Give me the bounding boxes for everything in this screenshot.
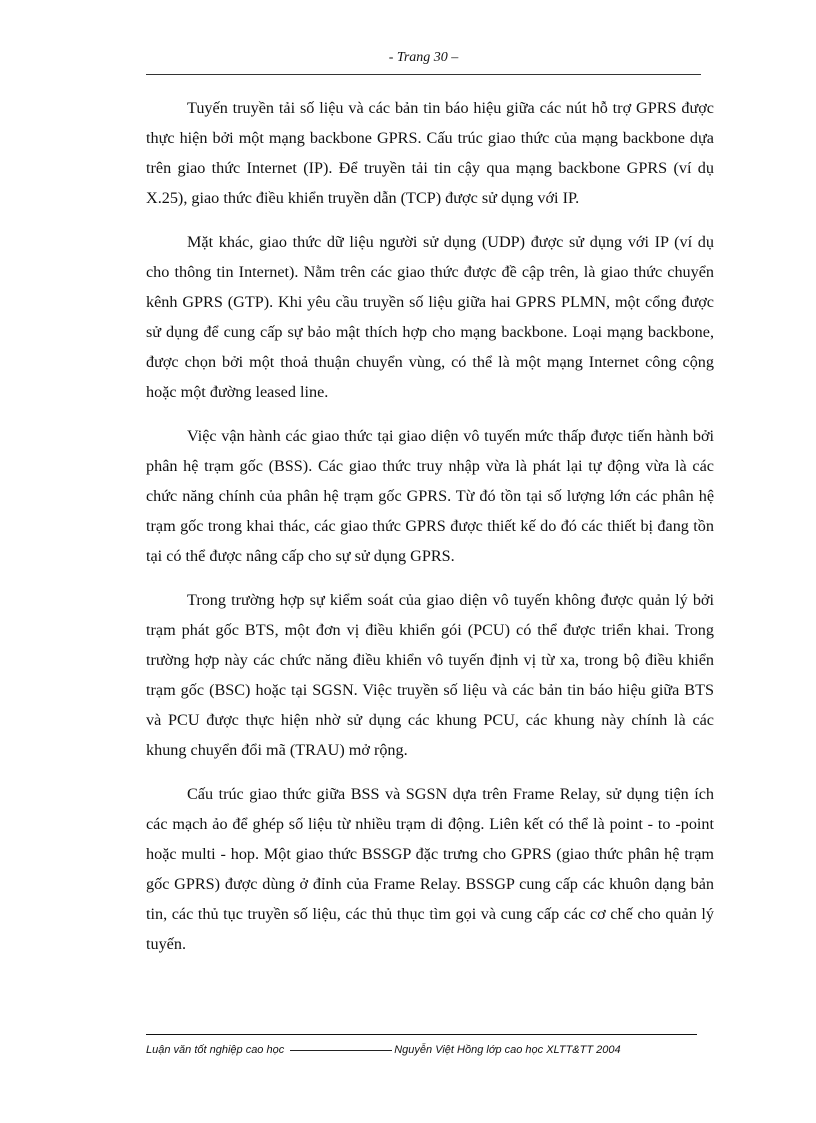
footer-dash-separator	[290, 1050, 392, 1051]
page-number-header: - Trang 30 –	[388, 50, 459, 65]
paragraph-gprs-backbone: Tuyến truyền tải số liệu và các bản tin báo hiệu giữa các nút hỗ trợ GPRS được thực hiện bởi một mạng backbone GPRS. Cấu trúc giao thức của mạng backbone dựa trên giao thức Internet (IP). Để truyền tải tin cậy qua mạng backbone GPRS (ví dụ X.25), giao thức điều khiển truyền dẫn (TCP) được sử dụng với IP.	[146, 99, 714, 207]
footer-divider	[146, 1034, 697, 1035]
paragraph-pcu: Trong trường hợp sự kiểm soát của giao diện vô tuyến không được quản lý bởi trạm phát gốc BTS, một đơn vị điều khiển gói (PCU) có thể được triển khai. Trong trường hợp này các chức năng điều khiển vô tuyến định vị từ xa, trong bộ điều khiển trạm gốc (BSC) hoặc tại SGSN. Việc truyền số liệu và các bản tin báo hiệu giữa BTS và PCU được thực hiện nhờ sử dụng các khung PCU, các khung này chính là các khung chuyển đổi mã (TRAU) mở rộng.	[146, 591, 714, 759]
paragraph-bssgp: Cấu trúc giao thức giữa BSS và SGSN dựa trên Frame Relay, sử dụng tiện ích các mạch ảo để ghép số liệu từ nhiều trạm di động. Liên kết có thể là point - to -point hoặc multi - hop. Một giao thức BSSGP đặc trưng cho GPRS (giao thức phân hệ trạm gốc GPRS) được dùng ở đỉnh của Frame Relay. BSSGP cung cấp các khuôn dạng bản tin, các thủ tục truyền số liệu, các thủ thục tìm gọi và cung cấp các cơ chế cho quản lý tuyến.	[146, 785, 714, 953]
footer-thesis-label: Luận văn tốt nghiệp cao học	[146, 1044, 285, 1056]
paragraph-udp-gtp: Mặt khác, giao thức dữ liệu người sử dụng (UDP) được sử dụng với IP (ví dụ cho thông tin Internet). Nằm trên các giao thức được đề cập trên, là giao thức chuyển kênh GPRS (GTP). Khi yêu cầu truyền số liệu giữa hai GPRS PLMN, một cổng được sử dụng để cung cấp sự bảo mật thích hợp cho mạng backbone. Loại mạng backbone, được chọn bởi một thoả thuận chuyển vùng, có thể là một mạng Internet công cộng hoặc một đường leased line.	[146, 233, 714, 401]
document-body	[146, 93, 714, 973]
header-divider	[146, 74, 701, 75]
footer-author-label: Nguyễn Việt Hồng lớp cao học XLTT&TT 2004	[394, 1044, 621, 1056]
page-footer	[146, 1043, 706, 1057]
paragraph-bss-protocols: Việc vận hành các giao thức tại giao diện vô tuyến mức thấp được tiến hành bởi phân hệ trạm gốc (BSS). Các giao thức truy nhập vừa là phát lại tự động vừa là các chức năng chính của phân hệ trạm gốc GPRS. Từ đó tồn tại số lượng lớn các phân hệ trạm gốc trong khai thác, các giao thức GPRS được thiết kế do đó các thiết bị đang tồn tại có thể được nâng cấp cho sự sử dụng GPRS.	[146, 427, 714, 565]
